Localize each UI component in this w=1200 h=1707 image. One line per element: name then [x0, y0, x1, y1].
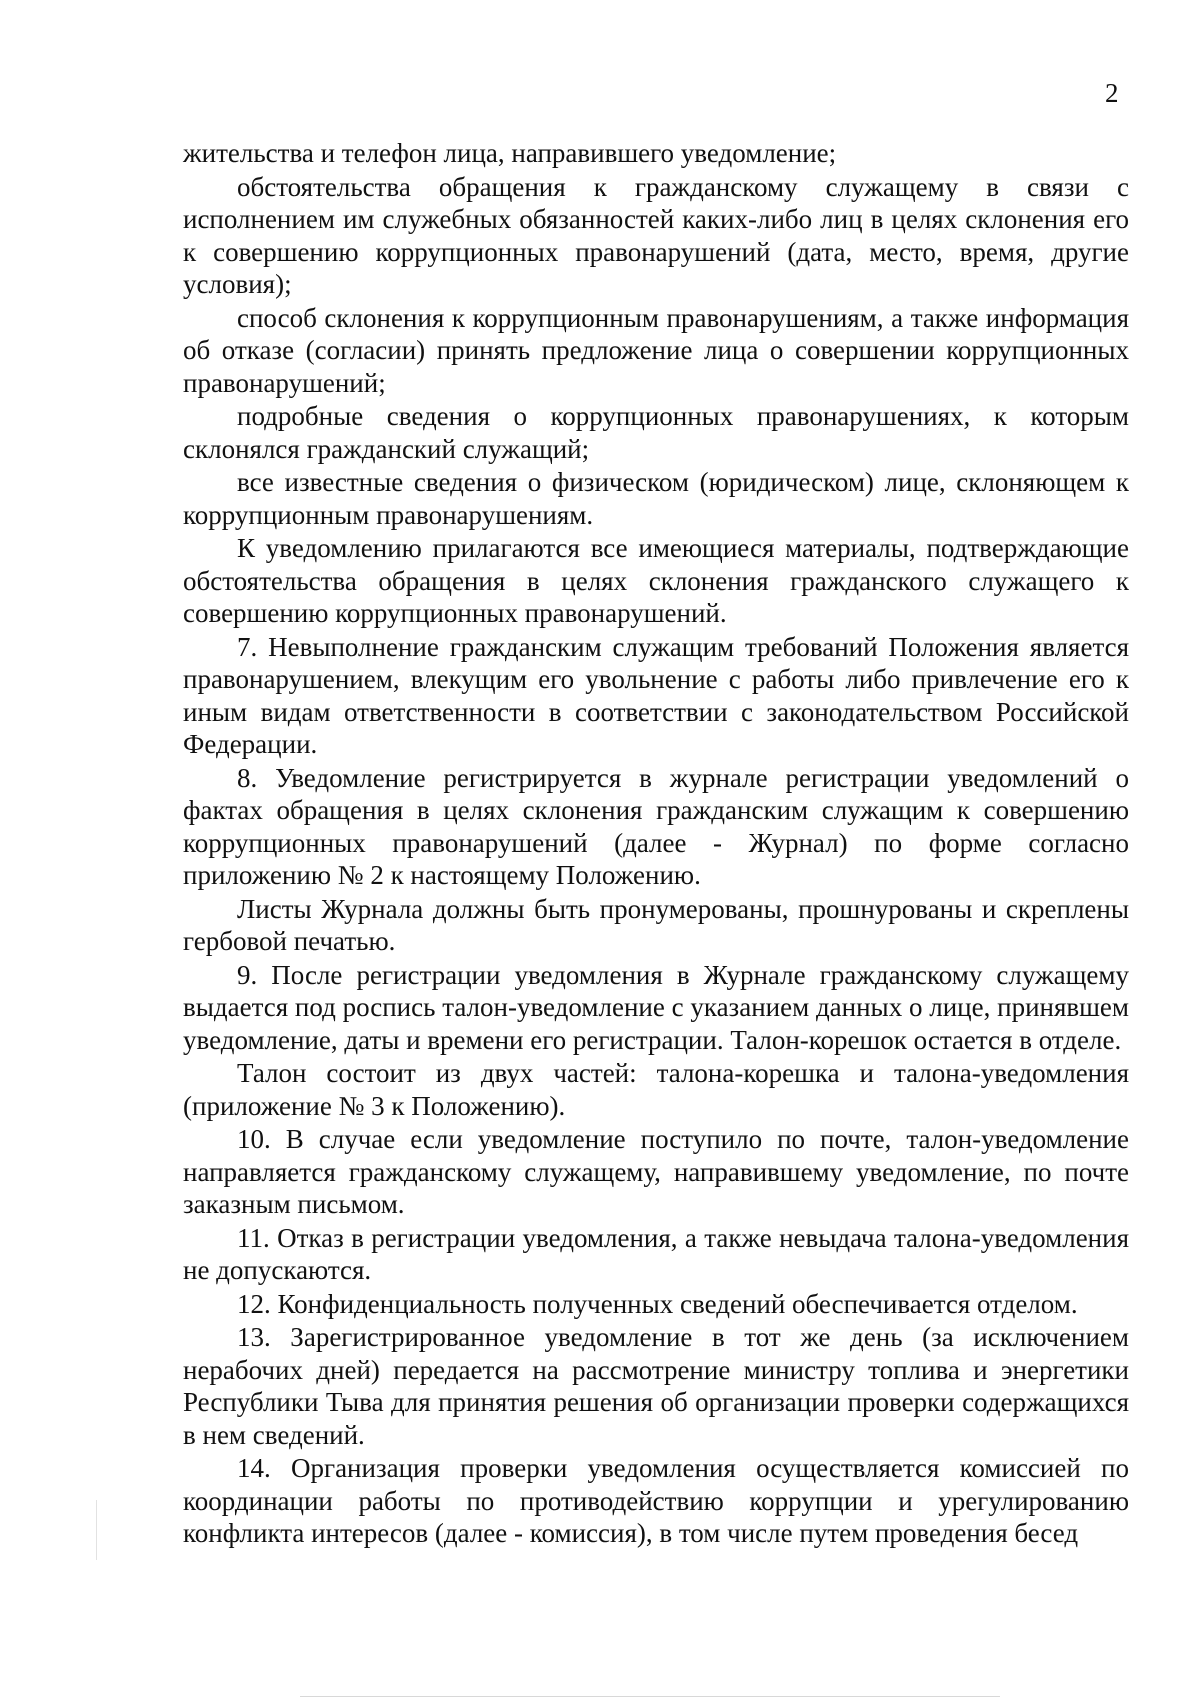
paragraph-item-11: 11. Отказ в регистрации уведомления, а также невыдача талона-уведомления не допускаются. [183, 1222, 1129, 1285]
page-number: 2 [1105, 78, 1119, 108]
paragraph-item-12: 12. Конфиденциальность полученных сведений обеспечивается отделом. [237, 1288, 1078, 1319]
paragraph-circumstances: обстоятельства обращения к гражданскому служащему в связи с исполнением им служебных обязанностей каких-либо лиц в целях склонения его к совершению коррупционных правонарушений (дата, место, время, другие условия); [183, 171, 1129, 299]
paragraph-journal-sheets: Листы Журнала должны быть пронумерованы, прошнурованы и скреплены гербовой печатью. [183, 893, 1129, 956]
paragraph-details: подробные сведения о коррупционных правонарушениях, к которым склонялся гражданский служащий; [183, 401, 1129, 464]
document-body [183, 137, 1129, 1550]
paragraph-continuation: жительства и телефон лица, направившего уведомление; [183, 138, 837, 168]
paragraph-attachments: К уведомлению прилагаются все имеющиеся материалы, подтверждающие обстоятельства обращения в целях склонения гражданского служащего к совершению коррупционных правонарушений. [183, 533, 1129, 628]
paragraph-item-10: 10. В случае если уведомление поступило по почте, талон-уведомление направляется гражданскому служащему, направившему уведомление, по почте заказным письмом. [183, 1124, 1129, 1219]
paragraph-item-7: 7. Невыполнение гражданским служащим требований Положения является правонарушением, влекущим его увольнение с работы либо привлечение его к иным видам ответственности в соответствии с законодательством Российской Федерации. [183, 631, 1129, 759]
paragraph-item-14: 14. Организация проверки уведомления осуществляется комиссией по координации работы по противодействию коррупции и урегулированию конфликта интересов (далее - комиссия), в том числе путем проведения бесед [183, 1453, 1129, 1548]
paragraph-item-13: 13. Зарегистрированное уведомление в тот же день (за исключением нерабочих дней) передается на рассмотрение министру топлива и энергетики Республики Тыва для принятия решения об организации проверки содержащихся в нем сведений. [183, 1322, 1129, 1450]
scan-artifact-line [96, 1500, 97, 1560]
paragraph-item-9: 9. После регистрации уведомления в Журнале гражданскому служащему выдается под роспись талон-уведомление с указанием данных о лице, принявшем уведомление, даты и времени его регистрации. Талон-корешок остается в отделе. [183, 959, 1129, 1055]
scan-bottom-edge [300, 1696, 1000, 1697]
paragraph-method: способ склонения к коррупционным правонарушениям, а также информация об отказе (согласии) принять предложение лица о совершении коррупционных правонарушений; [183, 302, 1129, 398]
paragraph-item-8: 8. Уведомление регистрируется в журнале регистрации уведомлений о фактах обращения в целях склонения гражданским служащим к совершению коррупционных правонарушений (далее - Журнал) по форме согласно приложению № 2 к настоящему Положению. [183, 762, 1129, 890]
paragraph-talon-parts: Талон состоит из двух частей: талона-корешка и талона-уведомления (приложение № 3 к Положению). [183, 1058, 1129, 1121]
paragraph-known-info: все известные сведения о физическом (юридическом) лице, склоняющем к коррупционным правонарушениям. [183, 467, 1129, 530]
